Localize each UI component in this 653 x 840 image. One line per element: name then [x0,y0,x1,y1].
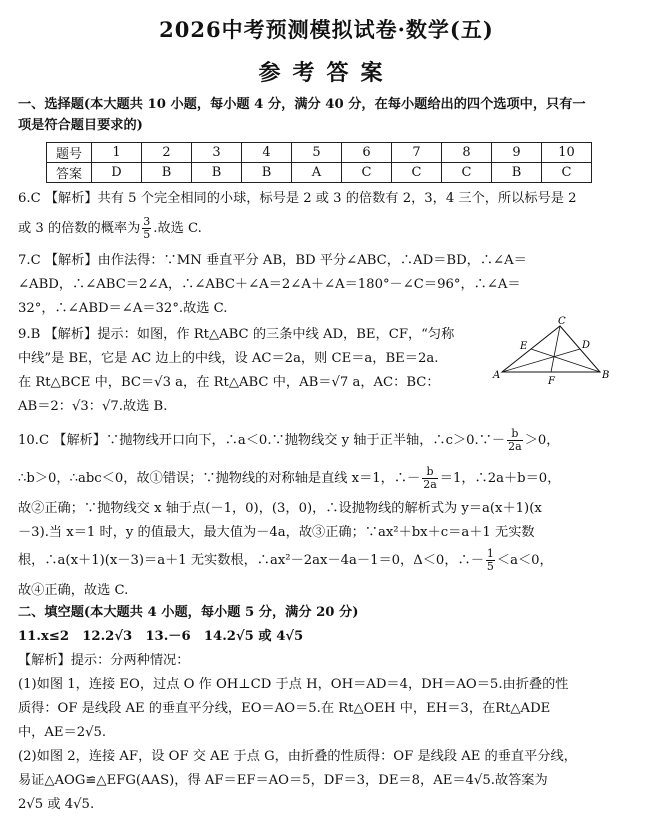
q10-text: ＜a＜0， [496,553,553,568]
fill-hint: 【解析】提示：分两种情况： [18,653,190,668]
q10-line5 [18,548,638,573]
table-cell: 4 [242,143,292,163]
table-cell: C [342,163,392,183]
fill-case1-line2: 质得：OF 是线段 AE 的垂直平分线，EO＝AO＝5.在 Rt△OEH 中，EH＝3，在Rt△ADE [18,701,551,716]
table-cell: B [492,163,542,183]
triangle-figure [492,316,612,388]
fill-case1-line3: 中，AE＝2√5. [18,725,107,740]
fill-case2-line2: 易证△AOG≌△EFG(AAS)，得 AF＝EF＝AO＝5，DF＝3，DE＝8，AE＝4√5.故答案为 [18,773,548,788]
q10-line6: 故④正确，故选 C. [18,583,129,598]
table-cell: 7 [392,143,442,163]
page-subtitle: 参考答案 [258,60,395,86]
fig-label-e: E [520,341,528,352]
q9-line3: 在 Rt△BCE 中，BC＝√3 a，在 Rt△ABC 中，AB＝√7 a，AC：BC： [18,375,440,390]
answer-table-header-cell: 题号 [47,143,92,163]
table-cell: 1 [92,143,142,163]
q10-text: 10.C 【解析】∵抛物线开口向下，∴a＜0.∵抛物线交 y 轴于正半轴，∴c＞0.∵－ [18,433,506,448]
table-cell: B [192,163,242,183]
table-cell: B [242,163,292,183]
q10-text: 根，∴a(x＋1)(x－3)＝a＋1 无实数根，∴ax²－2ax－4a－1＝0，Δ＜0，∴－ [18,553,484,568]
q6-text-end: .故选 C. [153,221,202,236]
table-cell: C [542,163,592,183]
q10-fraction-1: $\frac{b}{2a}$ [508,427,522,453]
q6-line2 [18,216,638,241]
q10-line3: 故②正确；∵抛物线交 x 轴于点(－1，0)，(3，0)，∴设抛物线的解析式为 y＝a(x＋1)(x [18,501,542,516]
q10-text: ＞0， [524,433,560,448]
table-cell: 2 [142,143,192,163]
answer-table [46,142,592,183]
table-cell: 9 [492,143,542,163]
q7-line2: ∠ABD，∴∠ABC＝2∠A，∴∠ABC＋∠A＝2∠A＋∠A＝180°－∠C＝96°，∴∠A＝ [18,277,521,292]
fig-label-d: D [582,340,591,351]
table-cell: 10 [542,143,592,163]
q10-fraction-2: $\frac{b}{2a}$ [423,465,437,491]
q7-line1: 7.C 【解析】由作法得：∵MN 垂直平分 AB，BD 平分∠ABC，∴AD＝BD，∴∠A＝ [18,253,527,268]
fill-case1-line1: (1)如图 1，连接 EO，过点 O 作 OH⊥CD 于点 H，OH＝AD＝4，DH＝AO＝5.由折叠的性 [18,677,569,692]
q9-line1: 9.B 【解析】提示：如图，作 Rt△ABC 的三条中线 AD，BE，CF，“匀称 [18,327,455,342]
table-cell: D [92,163,142,183]
q7-line3: 32°，∴∠ABD＝∠A＝32°.故选 C. [18,301,228,316]
table-cell: B [142,163,192,183]
q9-line2: 中线”是 BE，它是 AC 边上的中线，设 AC＝2a，则 CE＝a，BE＝2a. [18,351,439,366]
page-title: 2026中考预测模拟试卷·数学(五) [159,17,494,42]
answer-table-row-answers [47,163,592,183]
table-cell: A [292,163,342,183]
answer-table-header-cell: 答案 [47,163,92,183]
answer-table-row-numbers [47,143,592,163]
table-cell: 3 [192,143,242,163]
q9-line4: AB＝2：√3：√7.故选 B. [18,399,168,414]
table-cell: C [442,163,492,183]
fig-label-a: A [493,370,501,381]
fig-label-c: C [558,316,566,327]
table-cell: 5 [292,143,342,163]
q10-line1 [18,428,638,453]
table-cell: 6 [342,143,392,163]
q6-line1: 6.C 【解析】共有 5 个完全相同的小球，标号是 2 或 3 的倍数有 2，3，4 三个，所以标号是 2 [18,191,577,206]
fill-case2-line3: 2√5 或 4√5. [18,797,95,812]
fig-label-f: F [548,376,555,387]
q6-text: 或 3 的倍数的概率为 [18,221,141,236]
q10-fraction-3: $\frac{1}{5}$ [486,547,494,573]
q10-text: ∴b＞0，∴abc＜0，故①错误；∵抛物线的对称轴是直线 x＝1，∴－ [18,471,421,486]
fig-label-b: B [602,370,610,381]
q10-line2 [18,466,638,491]
section1-heading-line1: 一、选择题(本大题共 10 小题，每小题 4 分，满分 40 分，在每小题给出的四个选项中，只有一 [18,97,586,112]
fill-case2-line1: (2)如图 2，连接 AF，设 OF 交 AE 于点 G，由折叠的性质得：OF 是线段 AE 的垂直平分线， [18,749,577,764]
q6-fraction: $\frac{3}{5}$ [143,215,151,241]
table-cell: 8 [442,143,492,163]
table-cell: C [392,163,442,183]
section2-heading: 二、填空题(本大题共 4 小题，每小题 5 分，满分 20 分) [18,605,359,620]
q10-line4: －3).当 x＝1 时，y 的值最大，最大值为－4a，故③正确；∵ax²＋bx＋c＝a＋1 无实数 [18,525,535,540]
section1-heading-line2: 项是符合题目要求的) [18,118,143,133]
q10-text: ＝1，∴2a＋b＝0， [439,471,561,486]
fill-answers: 11.x≤2 12.2√3 13.－6 14.2√5 或 4√5 [18,629,304,644]
